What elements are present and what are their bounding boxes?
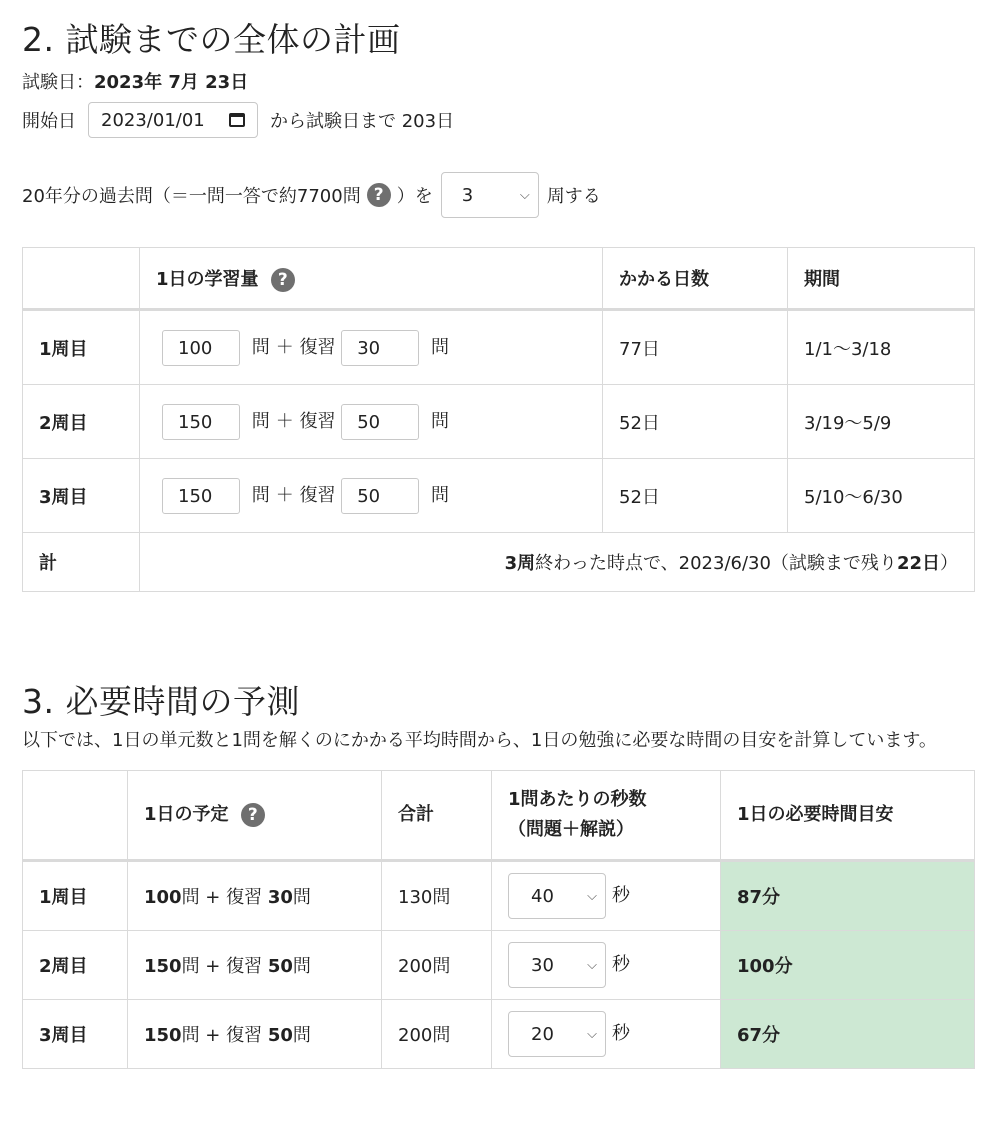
start-date-value: 2023/01/01 — [101, 109, 205, 131]
unit-label: 問 — [251, 410, 270, 432]
schedule-cell — [128, 931, 382, 1000]
unit-label: 問 — [292, 887, 311, 908]
help-icon[interactable]: ? — [367, 183, 391, 207]
schedule-cell — [128, 1000, 382, 1069]
unit-label: 問 — [181, 1025, 200, 1046]
plus-review-label: + 復習 — [199, 887, 268, 908]
seconds-select-value: 20 — [531, 1023, 554, 1045]
seconds-select-value: 40 — [531, 885, 554, 907]
plan-header-empty — [23, 248, 140, 310]
rounds-mid: ）を — [396, 186, 433, 207]
unit-label: 問 — [430, 484, 449, 506]
plan-header-daily — [140, 248, 603, 310]
review-count: 30 — [267, 887, 293, 908]
exam-date-line — [22, 66, 978, 96]
exam-date-value: 2023年 7月 23日 — [94, 72, 249, 93]
time-header-seconds-line1: 1問あたりの秒数 — [508, 789, 647, 810]
section3-title: 3. 必要時間の予測 — [22, 682, 300, 721]
schedule-cell — [128, 861, 382, 931]
time-header-empty — [23, 771, 128, 861]
rounds-select[interactable] — [441, 172, 539, 218]
result-cell: 87分 — [721, 861, 975, 931]
row-label: 1周目 — [23, 861, 128, 931]
start-date-input[interactable] — [88, 102, 258, 138]
section2-title: 2. 試験までの全体の計画 — [22, 20, 401, 59]
days-cell: 52日 — [603, 385, 788, 459]
daily-questions-input[interactable]: 100 — [162, 330, 240, 366]
row-label: 3周目 — [23, 1000, 128, 1069]
unit-label: 問 — [181, 956, 200, 977]
time-header-seconds-line2: （問題＋解説） — [508, 819, 634, 840]
time-header-total: 合計 — [382, 771, 492, 861]
time-table — [22, 770, 975, 1069]
daily-count: 100 — [144, 887, 182, 908]
row-label: 3周目 — [23, 459, 140, 533]
plus-review-label: + 復習 — [199, 1025, 268, 1046]
review-questions-input[interactable]: 50 — [341, 404, 419, 440]
help-icon[interactable]: ? — [241, 803, 265, 827]
start-date-label: 開始日 — [22, 111, 76, 132]
rounds-select-value: 3 — [461, 184, 474, 206]
rounds-prefix: 20年分の過去問（＝一問一答で約7700問 — [22, 186, 361, 207]
seconds-unit: 秒 — [612, 885, 630, 906]
total-label: 計 — [23, 533, 140, 592]
period-cell: 5/10〜6/30 — [788, 459, 975, 533]
review-count: 50 — [267, 1025, 293, 1046]
seconds-select-value: 30 — [531, 954, 554, 976]
review-count: 50 — [267, 956, 293, 977]
unit-label: 問 — [292, 1025, 311, 1046]
plus-review-label: ＋ 復習 — [275, 410, 336, 432]
total-questions-cell: 200問 — [382, 1000, 492, 1069]
total-mid: 終わった時点で、2023/6/30（試験まで残り — [535, 553, 897, 574]
plan-table — [22, 247, 975, 592]
unit-label: 問 — [251, 484, 270, 506]
period-cell: 1/1〜3/18 — [788, 310, 975, 385]
total-questions-cell: 130問 — [382, 861, 492, 931]
review-questions-input[interactable]: 50 — [341, 478, 419, 514]
chevron-down-icon: ⌵ — [587, 957, 597, 973]
daily-amount-cell — [140, 310, 603, 385]
seconds-unit: 秒 — [612, 954, 630, 975]
plan-table-header — [23, 248, 975, 310]
calendar-icon[interactable] — [229, 113, 245, 127]
plan-header-period: 期間 — [788, 248, 975, 310]
daily-amount-cell — [140, 459, 603, 533]
rounds-suffix: 周する — [546, 186, 601, 207]
help-icon[interactable]: ? — [271, 268, 295, 292]
plus-review-label: ＋ 復習 — [275, 484, 336, 506]
total-end: ） — [940, 553, 958, 574]
start-date-line — [22, 100, 978, 140]
daily-count: 150 — [144, 1025, 182, 1046]
daily-amount-cell — [140, 385, 603, 459]
seconds-cell — [492, 1000, 721, 1069]
period-cell: 3/19〜5/9 — [788, 385, 975, 459]
chevron-down-icon: ⌵ — [587, 1026, 597, 1042]
row-label: 2周目 — [23, 931, 128, 1000]
row-label: 1周目 — [23, 310, 140, 385]
seconds-select[interactable] — [508, 873, 606, 919]
section3-description: 以下では、1日の単元数と1問を解くのにかかる平均時間から、1日の勉強に必要な時間の目安を計算しています。 — [22, 730, 937, 751]
result-cell: 100分 — [721, 931, 975, 1000]
chevron-down-icon: ⌵ — [519, 187, 530, 203]
seconds-select[interactable] — [508, 942, 606, 988]
unit-label: 問 — [430, 410, 449, 432]
seconds-select[interactable] — [508, 1011, 606, 1057]
table-row — [23, 861, 975, 931]
daily-count: 150 — [144, 956, 182, 977]
plus-review-label: ＋ 復習 — [275, 336, 336, 358]
unit-label: 問 — [251, 336, 270, 358]
unit-label: 問 — [430, 336, 449, 358]
table-row — [23, 459, 975, 533]
time-header-result: 1日の必要時間目安 — [721, 771, 975, 861]
chevron-down-icon: ⌵ — [587, 888, 597, 904]
plan-header-daily-label: 1日の学習量 — [156, 268, 259, 290]
table-row — [23, 1000, 975, 1069]
time-header-schedule — [128, 771, 382, 861]
result-cell: 67分 — [721, 1000, 975, 1069]
total-days-left: 22日 — [896, 553, 940, 574]
total-summary — [140, 533, 975, 592]
time-table-header — [23, 771, 975, 861]
row-label: 2周目 — [23, 385, 140, 459]
days-cell: 52日 — [603, 459, 788, 533]
seconds-cell — [492, 931, 721, 1000]
plan-header-days: かかる日数 — [603, 248, 788, 310]
seconds-cell — [492, 861, 721, 931]
exam-date-label: 試験日： — [22, 72, 94, 93]
total-questions-cell: 200問 — [382, 931, 492, 1000]
rounds-line — [22, 170, 978, 220]
unit-label: 問 — [292, 956, 311, 977]
time-header-seconds — [492, 771, 721, 861]
review-questions-input[interactable]: 30 — [341, 330, 419, 366]
unit-label: 問 — [181, 887, 200, 908]
plus-review-label: + 復習 — [199, 956, 268, 977]
seconds-unit: 秒 — [612, 1023, 630, 1044]
days-until-exam: から試験日まで 203日 — [270, 111, 455, 132]
table-row — [23, 385, 975, 459]
total-row — [23, 533, 975, 592]
daily-questions-input[interactable]: 150 — [162, 404, 240, 440]
days-cell: 77日 — [603, 310, 788, 385]
total-rounds: 3周 — [504, 553, 536, 574]
daily-questions-input[interactable]: 150 — [162, 478, 240, 514]
time-header-schedule-label: 1日の予定 — [144, 804, 229, 825]
table-row — [23, 931, 975, 1000]
table-row — [23, 310, 975, 385]
